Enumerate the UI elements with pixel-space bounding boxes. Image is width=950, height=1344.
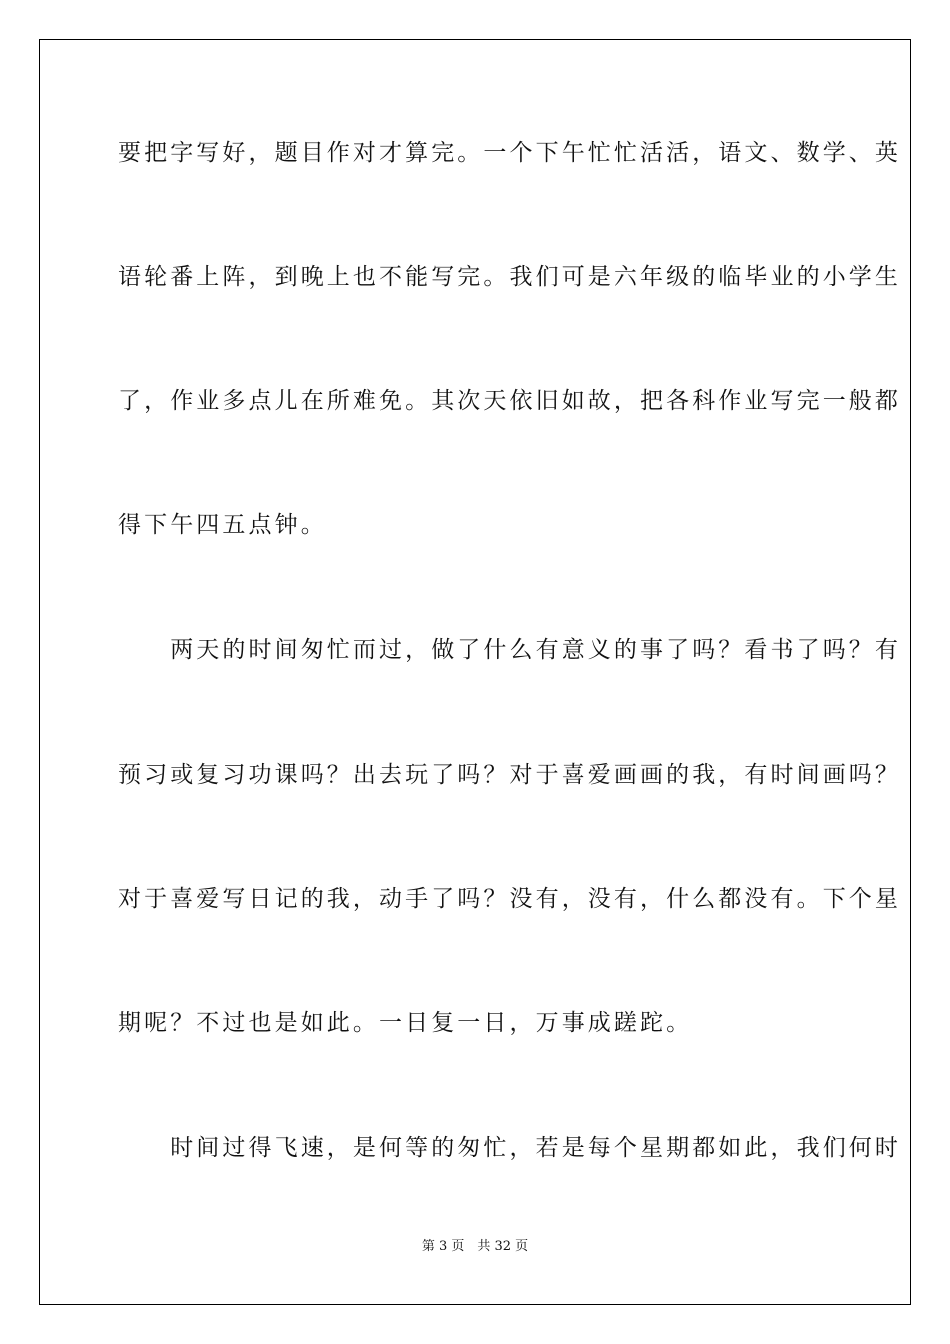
page-number-footer: 第 3 页 共 32 页 — [421, 1239, 529, 1254]
text-line-5: 两天的时间匆忙而过，做了什么有意义的事了吗？看书了吗？有 — [118, 637, 901, 663]
text-line-1: 要把字写好，题目作对才算完。一个下午忙忙活活，语文、数学、英 — [118, 140, 901, 166]
text-line-2: 语轮番上阵，到晚上也不能写完。我们可是六年级的临毕业的小学生 — [118, 264, 901, 290]
text-line-8: 期呢？不过也是如此。一日复一日，万事成蹉跎。 — [118, 1010, 693, 1036]
text-line-9: 时间过得飞速，是何等的匆忙，若是每个星期都如此，我们何时 — [118, 1135, 901, 1161]
text-line-6: 预习或复习功课吗？出去玩了吗？对于喜爱画画的我，有时间画吗？ — [118, 762, 901, 788]
document-page — [39, 39, 911, 1305]
text-line-4: 得下午四五点钟。 — [118, 512, 327, 538]
text-line-7: 对于喜爱写日记的我，动手了吗？没有，没有，什么都没有。下个星 — [118, 886, 901, 912]
text-line-3: 了，作业多点儿在所难免。其次天依旧如故，把各科作业写完一般都 — [118, 388, 901, 414]
